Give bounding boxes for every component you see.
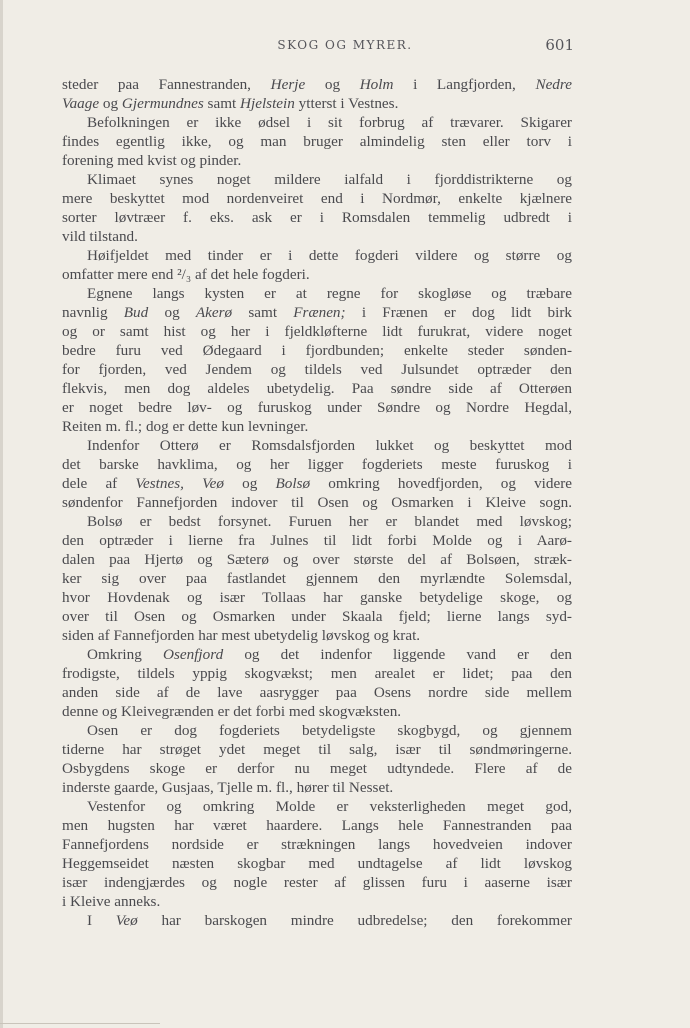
text-run: inderste gaarde, Gusjaas, Tjelle m. fl., hører til Nesset. bbox=[62, 779, 394, 796]
text-run: det barske havklima, og her ligger fogderiets meste furuskog i bbox=[62, 456, 572, 473]
text-line bbox=[62, 512, 572, 531]
page-number: 601 bbox=[545, 36, 574, 54]
text-line bbox=[62, 835, 572, 854]
text-run: Osbygdens skoge er derfor nu meget udtyndede. Flere af de bbox=[62, 760, 572, 777]
text-run: den optræder i lierne fra Julnes til lidt forbi Molde og i Aarø- bbox=[62, 532, 572, 549]
text-run: sorter løvtræer f. eks. ask er i Romsdalen temmelig udbredt i bbox=[62, 209, 572, 226]
page-edge bbox=[0, 0, 3, 1028]
text-run: Osen er dog fogderiets betydeligste skogbygd, og gjennem bbox=[87, 722, 572, 739]
text-line bbox=[62, 911, 572, 930]
text-run: omfatter mere end ²/₃ af det hele fogderi. bbox=[62, 266, 310, 283]
italic-place-name: Vaage bbox=[62, 95, 100, 112]
text-line bbox=[62, 227, 572, 246]
text-line bbox=[62, 246, 572, 265]
text-line bbox=[62, 284, 572, 303]
text-run: har barskogen mindre udbredelse; den forekommer bbox=[137, 912, 572, 929]
text-line bbox=[62, 189, 572, 208]
italic-place-name: Holm bbox=[359, 76, 394, 93]
italic-place-name: Vestnes, bbox=[135, 475, 184, 492]
text-line bbox=[62, 797, 572, 816]
text-run: mere beskyttet mod nordenveiret end i Nordmør, enkelte kjælnere bbox=[62, 190, 572, 207]
text-run: Bolsø er bedst forsynet. Furuen her er blandet med løvskog; bbox=[87, 513, 572, 530]
text-run: i Frænen er dog lidt birk bbox=[345, 304, 572, 321]
text-line bbox=[62, 398, 572, 417]
text-line bbox=[62, 341, 572, 360]
italic-place-name: Herje bbox=[270, 76, 306, 93]
italic-place-name: Veø bbox=[202, 475, 224, 492]
text-line bbox=[62, 588, 572, 607]
text-run: søndenfor Fannefjorden indover til Osen og Osmarken i Kleive sogn. bbox=[62, 494, 572, 511]
text-run bbox=[184, 475, 202, 492]
text-run: i Langfjorden, bbox=[393, 76, 536, 93]
text-run: over til Osen og Osmarken under Skaala fjeld; lierne langs syd- bbox=[62, 608, 572, 625]
text-run: og bbox=[224, 475, 276, 492]
text-line bbox=[62, 493, 572, 512]
text-line bbox=[62, 265, 572, 284]
running-title: SKOG OG MYRER. bbox=[277, 38, 413, 52]
text-run: ytterst i Vestnes. bbox=[294, 95, 399, 112]
text-run: denne og Kleivegrænden er det forbi med skogvæksten. bbox=[62, 703, 402, 720]
text-line bbox=[62, 626, 572, 645]
text-line bbox=[62, 721, 572, 740]
text-line bbox=[62, 740, 572, 759]
text-run: Egnene langs kysten er at regne for skogløse og træbare bbox=[87, 285, 572, 302]
body-text bbox=[62, 75, 572, 930]
text-run: for fjorden, ved Jendem og tildels ved Julsundet optræder den bbox=[62, 361, 572, 378]
text-run: Klimaet synes noget mildere ialfald i fjorddistrikterne og bbox=[87, 171, 572, 188]
text-run: Omkring bbox=[87, 646, 163, 663]
text-run: Fannefjordens nordside er strækningen langs hovedveien indover bbox=[62, 836, 572, 853]
italic-place-name: Frænen; bbox=[293, 304, 346, 321]
text-run: forening med kvist og pinder. bbox=[62, 152, 242, 169]
text-run: hvor Hovdenak og især Tollaas har ganske betydelige skoge, og bbox=[62, 589, 572, 606]
text-line bbox=[62, 455, 572, 474]
text-line bbox=[62, 683, 572, 702]
text-line bbox=[62, 892, 572, 911]
text-run: men hugsten har været haardere. Langs hele Fannestranden paa bbox=[62, 817, 572, 834]
text-run: samt bbox=[203, 95, 241, 112]
text-run: Indenfor Otterø er Romsdalsfjorden lukket og beskyttet mod bbox=[87, 437, 572, 454]
text-line bbox=[62, 360, 572, 379]
italic-place-name: Veø bbox=[115, 912, 138, 929]
text-run: steder paa Fannestranden, bbox=[62, 76, 271, 93]
running-header bbox=[0, 38, 690, 60]
text-line bbox=[62, 436, 572, 455]
text-run: ker sig over paa fastlandet gjennem den myrlændte Solemsdal, bbox=[62, 570, 572, 587]
text-line bbox=[62, 702, 572, 721]
text-line bbox=[62, 778, 572, 797]
italic-place-name: Bud bbox=[123, 304, 149, 321]
text-run: siden af Fannefjorden har mest ubetydelig løvskog og krat. bbox=[62, 627, 421, 644]
text-line bbox=[62, 94, 572, 113]
text-run: Reiten m. fl.; dog er dette kun levninger. bbox=[62, 418, 309, 435]
text-run: frodigste, tildels yppig skogvækst; men arealet er lidet; paa den bbox=[62, 665, 572, 682]
text-line bbox=[62, 607, 572, 626]
text-line bbox=[62, 303, 572, 322]
text-line bbox=[62, 531, 572, 550]
bottom-rule bbox=[0, 1023, 160, 1024]
text-run: Heggemseidet næsten skogbar med undtagelse af lidt løvskog bbox=[62, 855, 572, 872]
text-line bbox=[62, 322, 572, 341]
text-line bbox=[62, 170, 572, 189]
italic-place-name: Bolsø bbox=[275, 475, 311, 492]
text-line bbox=[62, 113, 572, 132]
text-run: tiderne har strøget ydet meget til salg, især til søndmøringerne. bbox=[62, 741, 572, 758]
text-run: Vestenfor og omkring Molde er veksterligheden meget god, bbox=[87, 798, 572, 815]
text-run: og bbox=[148, 304, 196, 321]
text-line bbox=[62, 151, 572, 170]
text-line bbox=[62, 569, 572, 588]
text-line bbox=[62, 208, 572, 227]
text-line bbox=[62, 75, 572, 94]
italic-place-name: Gjermundnes bbox=[121, 95, 204, 112]
italic-place-name: Nedre bbox=[535, 76, 572, 93]
text-run: især indengjærdes og nogle rester af glissen furu i aaserne især bbox=[62, 874, 572, 891]
italic-place-name: Osenfjord bbox=[163, 646, 224, 663]
text-run: findes egentlig ikke, og man bruger almindelig sten eller torv i bbox=[62, 133, 572, 150]
text-run: anden side af de lave aasrygger paa Osens nordre side mellem bbox=[62, 684, 572, 701]
text-run: og bbox=[305, 76, 360, 93]
text-line bbox=[62, 417, 572, 436]
text-run: er noget bedre løv- og furuskog under Søndre og Nordre Hegdal, bbox=[62, 399, 572, 416]
text-run: Befolkningen er ikke ødsel i sit forbrug af trævarer. Skigarer bbox=[87, 114, 572, 131]
text-line bbox=[62, 474, 572, 493]
text-line bbox=[62, 645, 572, 664]
italic-place-name: Hjelstein bbox=[240, 95, 295, 112]
text-line bbox=[62, 854, 572, 873]
text-line bbox=[62, 379, 572, 398]
text-run: og det indenfor liggende vand er den bbox=[223, 646, 572, 663]
text-line bbox=[62, 664, 572, 683]
text-run: og bbox=[99, 95, 122, 112]
text-line bbox=[62, 759, 572, 778]
text-run: vild tilstand. bbox=[62, 228, 138, 245]
text-run: samt bbox=[232, 304, 294, 321]
text-line bbox=[62, 132, 572, 151]
italic-place-name: Akerø bbox=[195, 304, 233, 321]
text-run: I bbox=[87, 912, 116, 929]
text-run: bedre furu ved Ødegaard i fjordbunden; enkelte steder sønden- bbox=[62, 342, 572, 359]
text-line bbox=[62, 816, 572, 835]
text-run: navnlig bbox=[62, 304, 124, 321]
text-line bbox=[62, 550, 572, 569]
text-run: dalen paa Hjertø og Sæterø og over største del af Bolsøen, stræk- bbox=[62, 551, 572, 568]
text-run: Høifjeldet med tinder er i dette fogderi vildere og større og bbox=[87, 247, 572, 264]
text-run: flekvis, men dog aldeles ubetydelig. Paa søndre side af Otterøen bbox=[62, 380, 572, 397]
text-run: i Kleive anneks. bbox=[62, 893, 161, 910]
text-run: omkring hovedfjorden, og videre bbox=[310, 475, 572, 492]
text-line bbox=[62, 873, 572, 892]
text-run: dele af bbox=[62, 475, 136, 492]
text-run: og or samt hist og her i fjeldkløfterne lidt furukrat, videre noget bbox=[62, 323, 572, 340]
